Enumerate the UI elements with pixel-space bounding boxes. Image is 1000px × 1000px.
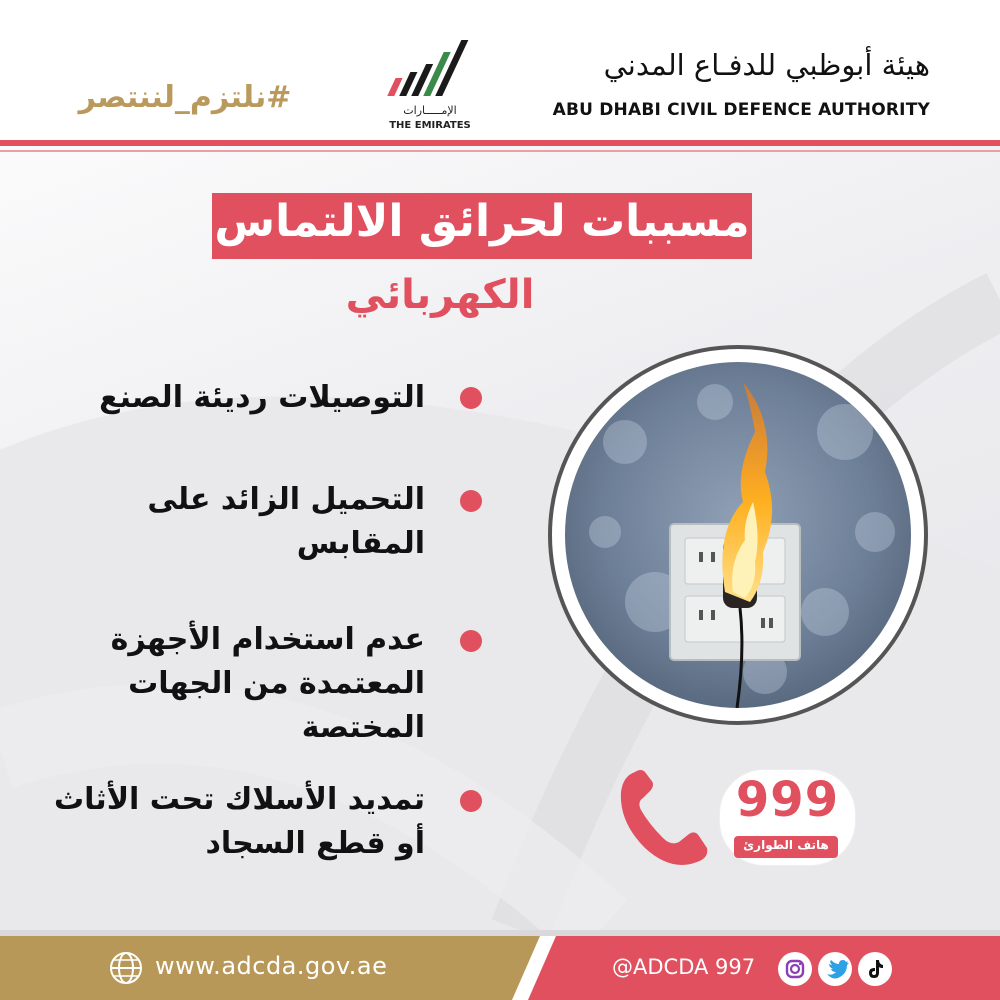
globe-icon xyxy=(108,950,144,986)
bullet-4 xyxy=(45,778,425,866)
bullet-2 xyxy=(45,478,425,566)
title-line-1: مسببات لحرائق الالتماس xyxy=(214,196,750,247)
bullet-2-line-2: المقابس xyxy=(296,526,425,561)
emergency-label: هاتف الطوارئ xyxy=(743,838,829,852)
emirates-logo-text-en: THE EMIRATES xyxy=(389,120,471,131)
emirates-logo-text-ar: الإمـــــارات xyxy=(403,104,457,117)
header-divider-thin xyxy=(0,150,1000,152)
burning-socket-image xyxy=(565,362,911,708)
phone-icon xyxy=(605,762,715,872)
social-handle[interactable]: @ADCDA 997 xyxy=(612,955,756,979)
bullet-3-line-1: عدم استخدام الأجهزة xyxy=(110,622,425,657)
authority-name-ar: هيئة أبوظبي للدفـاع المدني xyxy=(603,48,930,82)
emergency-number: 999 xyxy=(735,772,840,828)
bullet-dot xyxy=(460,387,482,409)
bullet-dot xyxy=(460,490,482,512)
bullet-dot xyxy=(460,790,482,812)
bullet-1 xyxy=(45,376,425,420)
authority-name-en: ABU DHABI CIVIL DEFENCE AUTHORITY xyxy=(552,100,930,120)
bullet-3 xyxy=(45,618,425,750)
bullet-2-line-1: التحميل الزائد على xyxy=(147,482,425,517)
bullet-1-line-1: التوصيلات رديئة الصنع xyxy=(99,380,425,415)
tiktok-icon[interactable] xyxy=(858,952,892,986)
website-link[interactable]: www.adcda.gov.ae xyxy=(155,952,388,980)
bullet-3-line-2: المعتمدة من الجهات xyxy=(128,666,425,701)
hashtag: #نلتزم_لننتصر xyxy=(78,80,292,115)
bullet-dot xyxy=(460,630,482,652)
title-line-2: الكهربائي xyxy=(345,272,535,318)
instagram-icon[interactable] xyxy=(778,952,812,986)
bullet-4-line-2: أو قطع السجاد xyxy=(205,826,425,861)
twitter-icon[interactable] xyxy=(818,952,852,986)
bullet-4-line-1: تمديد الأسلاك تحت الأثاث xyxy=(54,782,425,817)
bullet-3-line-3: المختصة xyxy=(301,710,425,745)
header-divider xyxy=(0,140,1000,146)
